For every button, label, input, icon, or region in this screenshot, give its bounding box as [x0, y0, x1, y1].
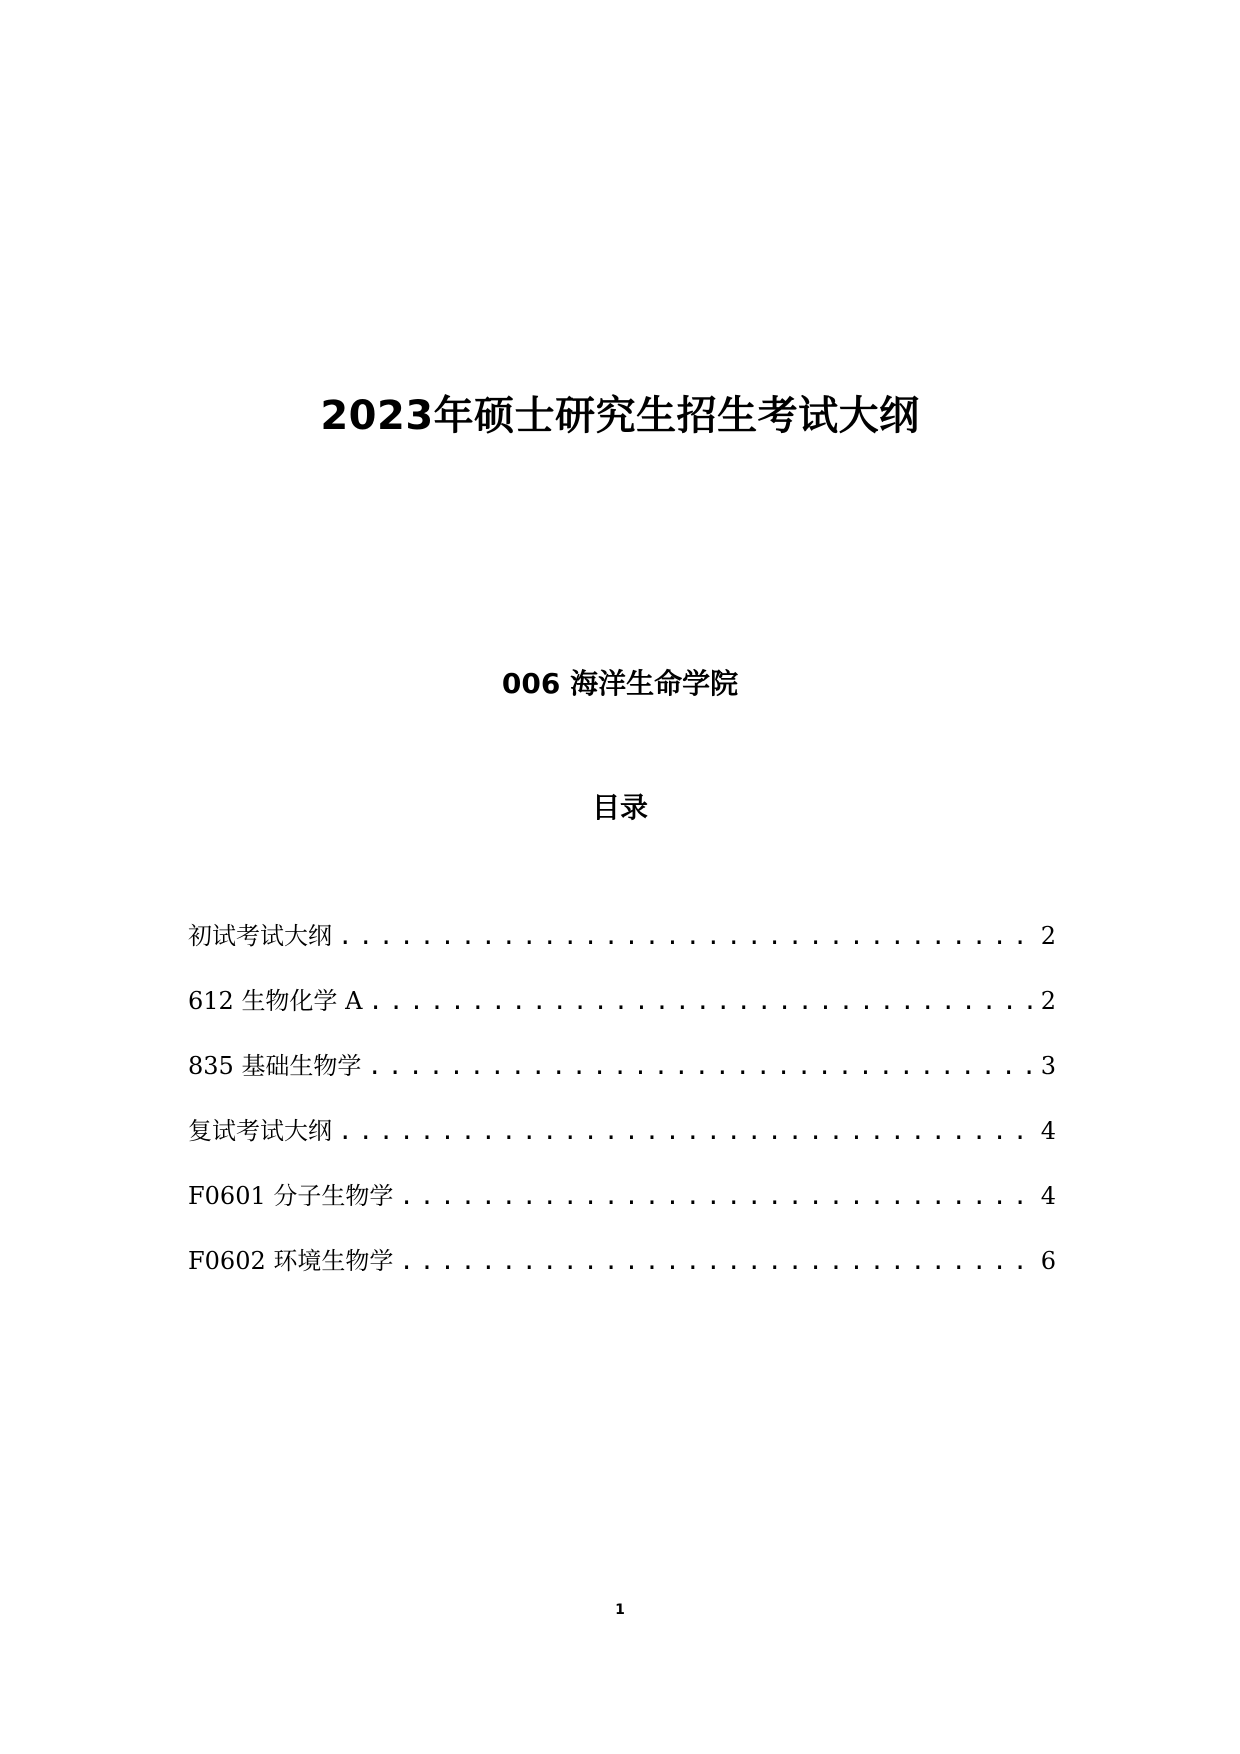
toc-item-835-basic-biology[interactable] [188, 1048, 1056, 1113]
toc-dot-leader [362, 983, 1034, 1019]
toc-item-label: 835 基础生物学 [188, 1052, 362, 1080]
toc-item-page: 6 [1040, 1247, 1056, 1275]
toc-item-f0601-molecular-biology[interactable] [188, 1178, 1056, 1243]
toc-dot-leader [361, 1048, 1034, 1084]
toc-item-page: 4 [1040, 1182, 1056, 1210]
toc-item-label: 612 生物化学 A [188, 987, 363, 1015]
document-title: 2023年硕士研究生招生考试大纲 [320, 393, 920, 439]
page-number: 1 [615, 1602, 625, 1618]
toc-dot-leader [332, 918, 1035, 954]
toc-item-f0602-environmental-biology[interactable] [188, 1243, 1056, 1308]
toc-item-initial-exam[interactable] [188, 918, 1056, 983]
toc-item-page: 4 [1040, 1117, 1056, 1145]
toc-dot-leader [393, 1243, 1034, 1279]
table-of-contents [188, 918, 1056, 1308]
toc-item-label: 复试考试大纲 [188, 1117, 332, 1145]
college-subtitle: 006 海洋生命学院 [501, 667, 739, 700]
toc-item-label: F0601 分子生物学 [188, 1182, 394, 1210]
toc-item-retest-exam[interactable] [188, 1113, 1056, 1178]
toc-item-612-biochemistry[interactable] [188, 983, 1056, 1048]
toc-item-label: 初试考试大纲 [188, 922, 332, 950]
toc-item-page: 3 [1040, 1052, 1056, 1080]
toc-item-page: 2 [1040, 922, 1056, 950]
toc-item-page: 2 [1040, 987, 1056, 1015]
toc-item-label: F0602 环境生物学 [188, 1247, 394, 1275]
toc-heading: 目录 [591, 791, 648, 824]
toc-dot-leader [393, 1178, 1034, 1214]
toc-dot-leader [332, 1113, 1035, 1149]
